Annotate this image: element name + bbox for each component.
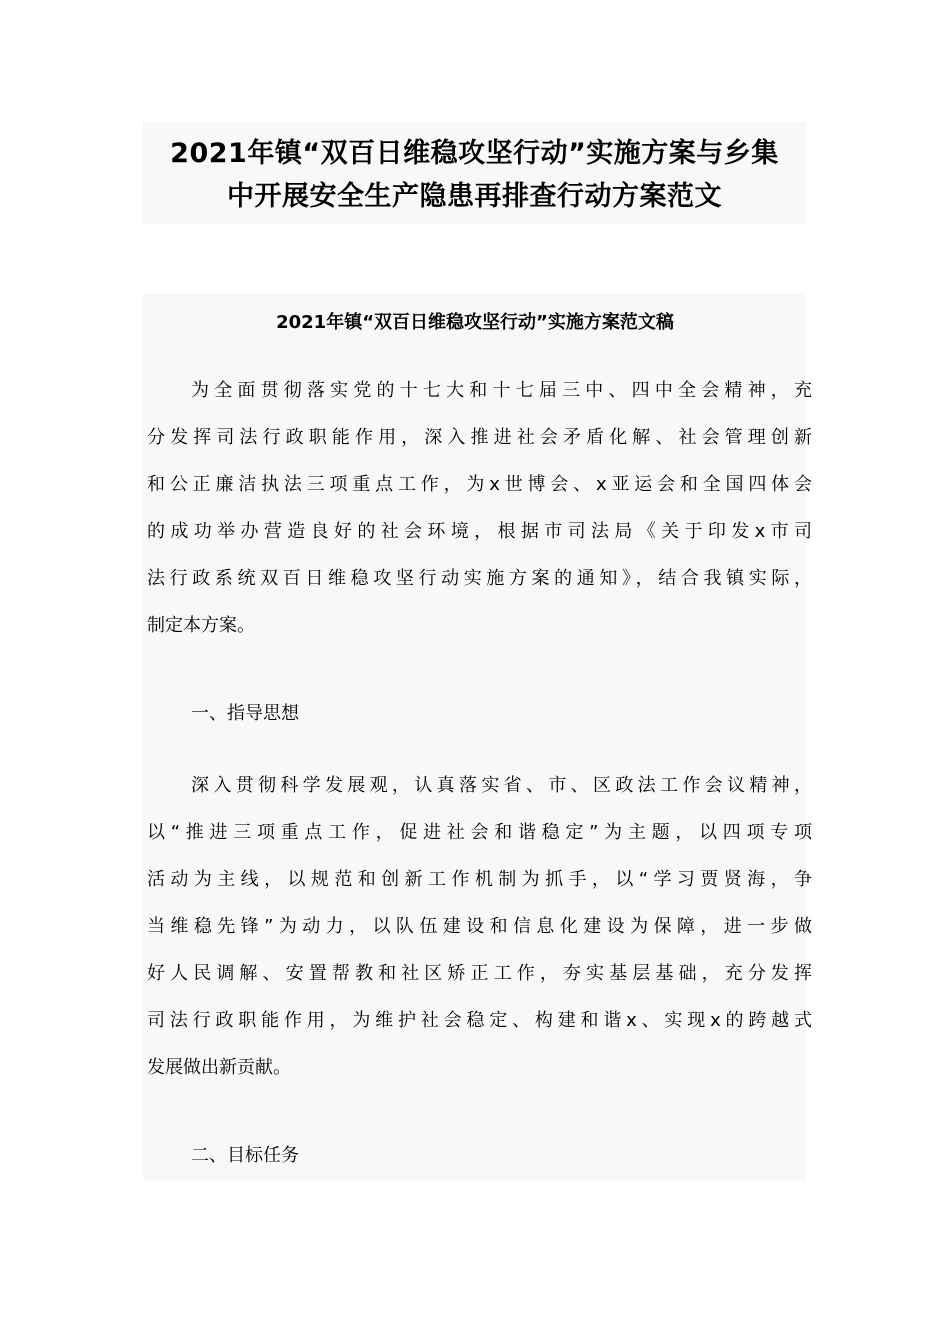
intro-paragraph [147, 367, 812, 649]
paragraph-line: 发展做出新贡献。 [147, 1057, 291, 1078]
paragraph-line: 当维稳先锋”为动力，以队伍建设和信息化建设为保障，进一步做 [147, 916, 812, 937]
paragraph-line: 活动为主线，以规范和创新工作机制为抓手，以“学习贾贤海，争 [147, 869, 812, 890]
guiding-paragraph [147, 762, 812, 1091]
heading-guiding-ideology: 一、指导思想 [191, 703, 299, 724]
title-block [143, 122, 806, 224]
paragraph-line: 好人民调解、安置帮教和社区矫正工作，夯实基层基础，充分发挥 [147, 963, 812, 984]
document-title [143, 122, 806, 218]
document-title-line: 中开展安全生产隐患再排查行动方案范文 [227, 181, 722, 212]
heading-target-tasks: 二、目标任务 [191, 1145, 299, 1166]
paragraph-line: 制定本方案。 [147, 615, 255, 636]
paragraph-line: 分发挥司法行政职能作用，深入推进社会矛盾化解、社会管理创新 [147, 427, 812, 448]
paragraph-line: 司法行政职能作用，为维护社会稳定、构建和谐x、实现x的跨越式 [147, 1010, 812, 1031]
paragraph-line: 的成功举办营造良好的社会环境，根据市司法局《关于印发x市司 [147, 521, 812, 542]
paragraph-line: 和公正廉洁执法三项重点工作，为x世博会、x亚运会和全国四体会 [147, 474, 812, 495]
paragraph-line: 深入贯彻科学发展观，认真落实省、市、区政法工作会议精神， [191, 775, 812, 796]
section-title: 2021年镇“双百日维稳攻坚行动”实施方案范文稿 [276, 312, 674, 333]
paragraph-line: 为全面贯彻落实党的十七大和十七届三中、四中全会精神，充 [191, 380, 812, 401]
paragraph-line: 以“推进三项重点工作，促进社会和谐稳定”为主题，以四项专项 [147, 822, 812, 843]
paragraph-line: 法行政系统双百日维稳攻坚行动实施方案的通知》，结合我镇实际， [147, 568, 812, 589]
document-title-line: 2021年镇“双百日维稳攻坚行动”实施方案与乡集 [170, 138, 779, 169]
